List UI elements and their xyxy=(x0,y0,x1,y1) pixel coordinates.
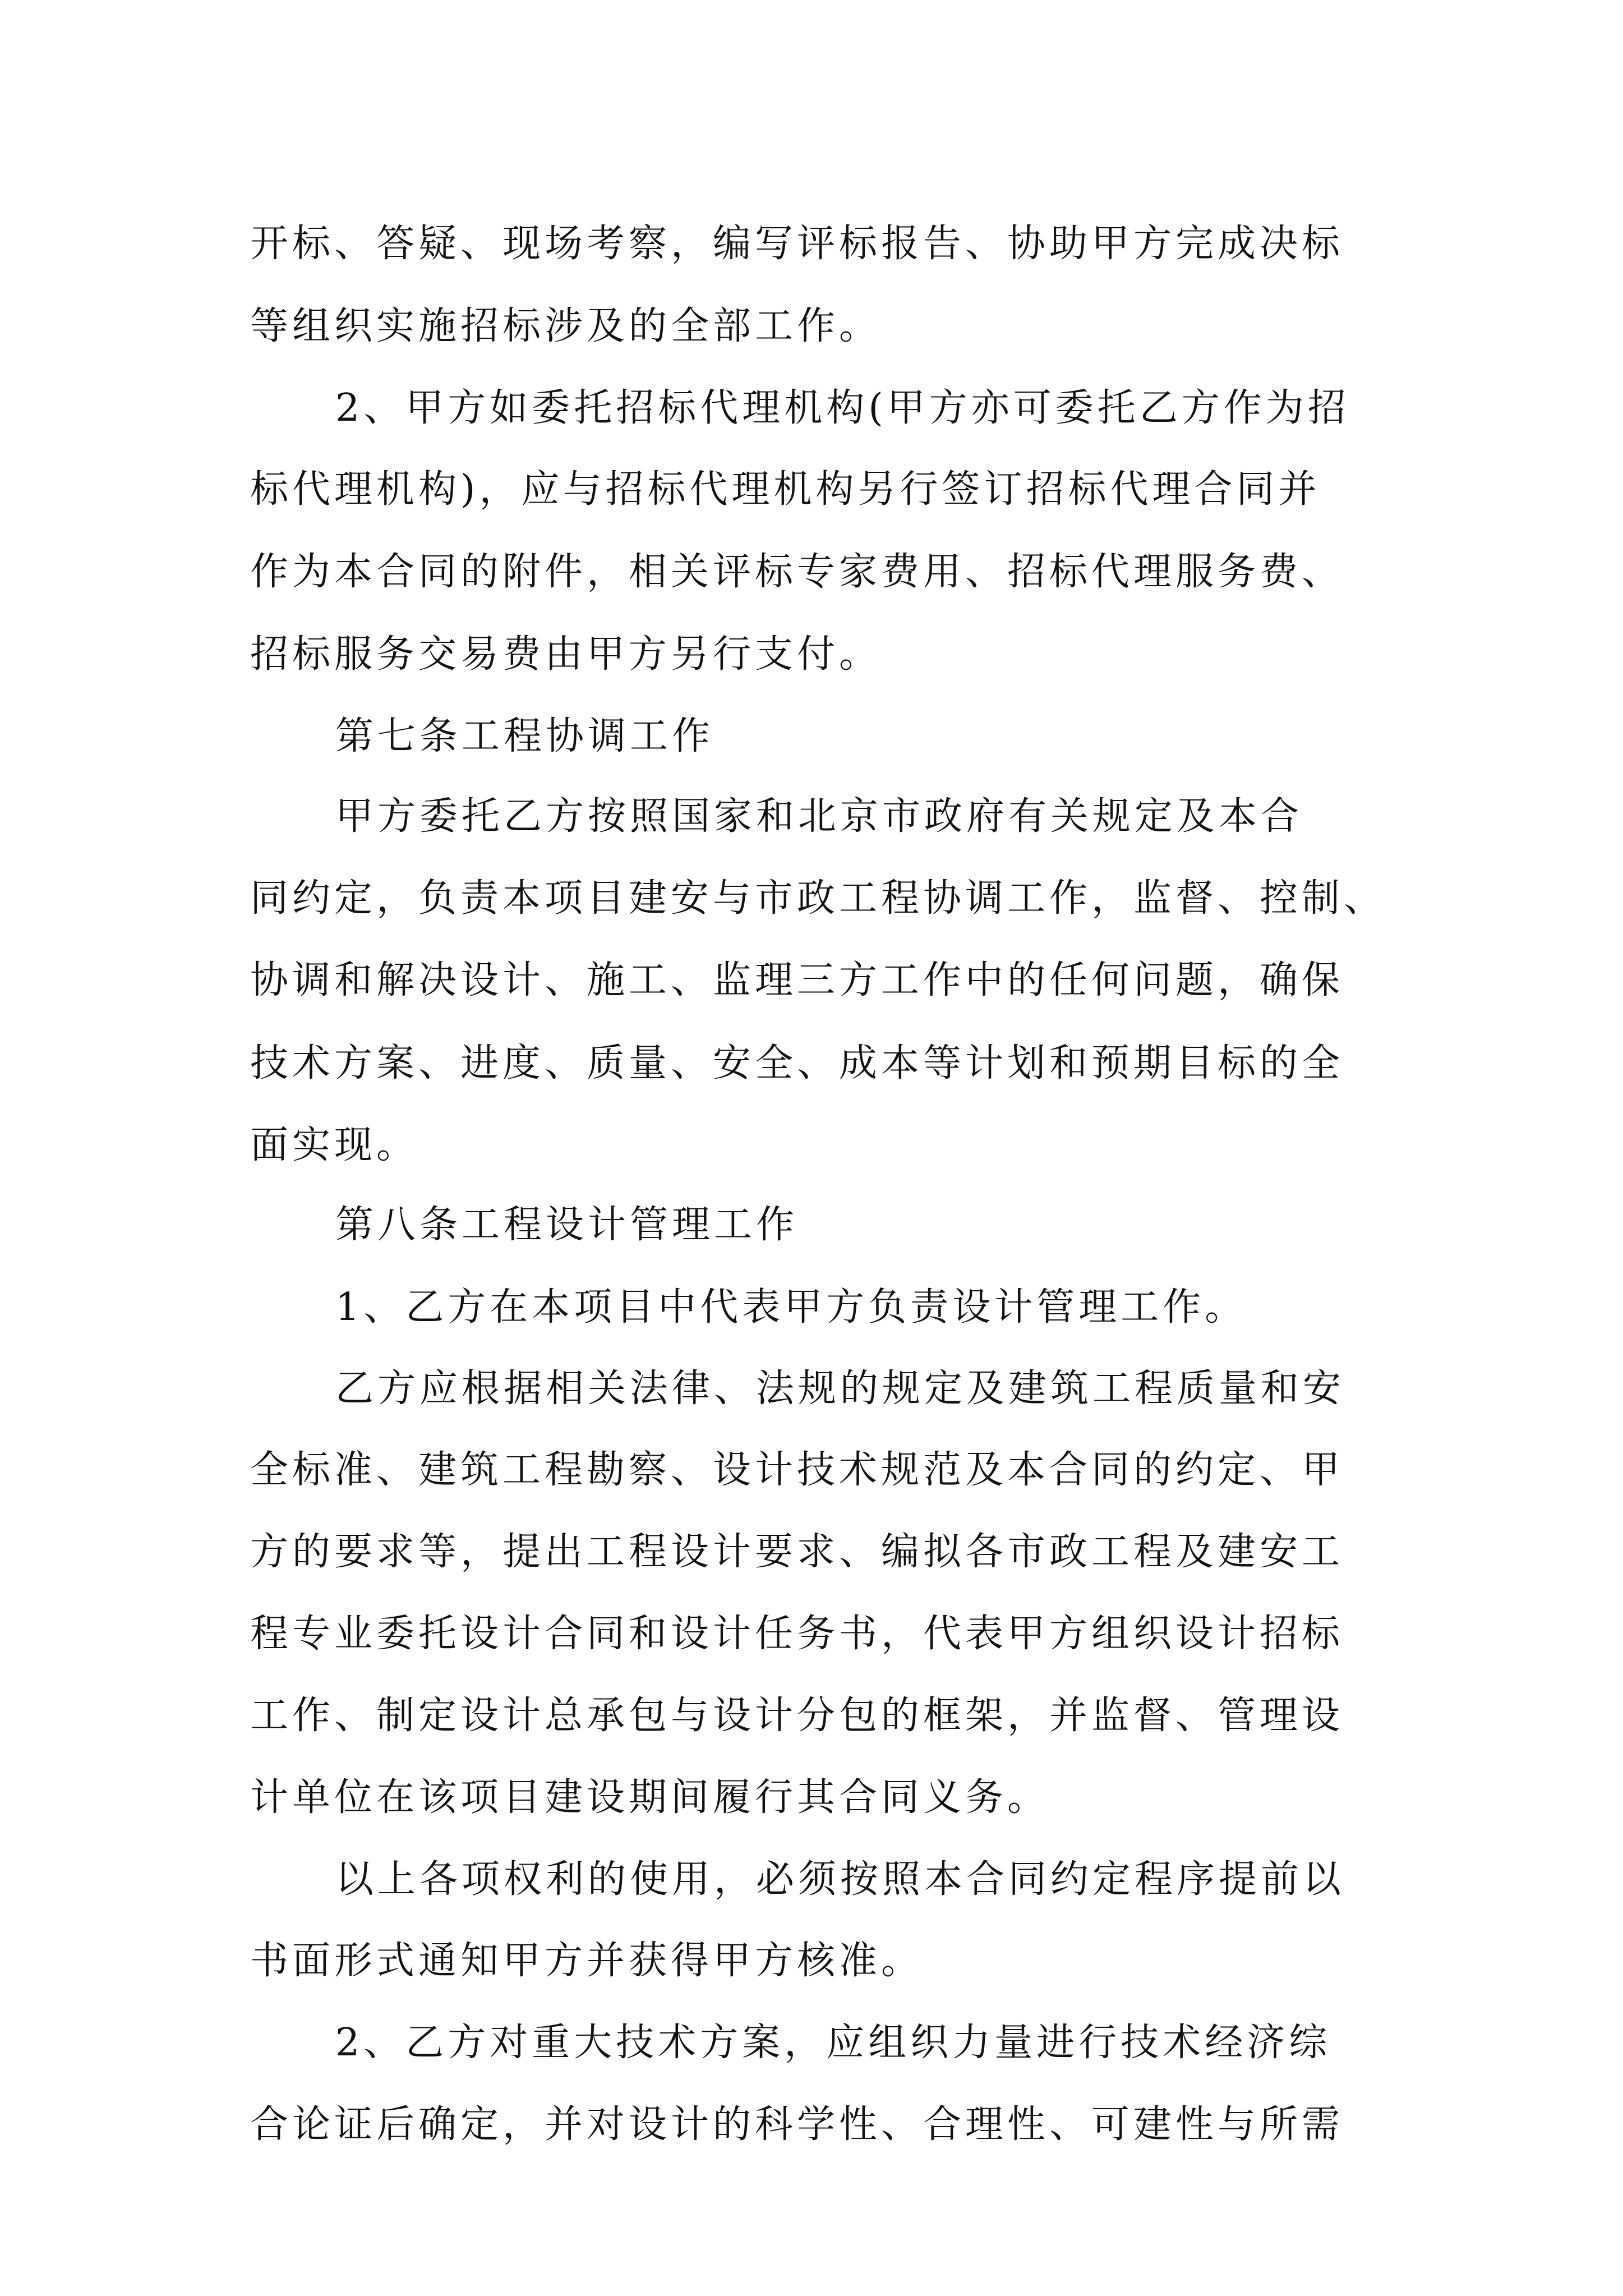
text-line: 协调和解决设计、施工、监理三方工作中的任何问题，确保 xyxy=(250,958,1344,1002)
text-line: 程专业委托设计合同和设计任务书，代表甲方组织设计招标 xyxy=(250,1612,1344,1656)
text-line: 方的要求等，提出工程设计要求、编拟各市政工程及建安工 xyxy=(250,1530,1344,1574)
text-line: 甲方委托乙方按照国家和北京市政府有关规定及本合 xyxy=(335,794,1303,839)
text-line: 全标准、建筑工程勘察、设计技术规范及本合同的约定、甲 xyxy=(250,1448,1344,1492)
text-line: 面实现。 xyxy=(250,1123,419,1167)
section-heading: 第七条工程协调工作 xyxy=(335,714,714,758)
text-line: 以上各项权利的使用，必须按照本合同约定程序提前以 xyxy=(335,1857,1345,1902)
text-line: 同约定，负责本项目建安与市政工程协调工作，监督、控制、 xyxy=(250,876,1386,921)
text-line: 招标服务交易费由甲方另行支付。 xyxy=(250,632,882,677)
text-line: 工作、制定设计总承包与设计分包的框架，并监督、管理设 xyxy=(250,1694,1344,1738)
text-line: 开标、答疑、现场考察，编写评标报告、协助甲方完成决标 xyxy=(250,222,1344,266)
text-line: 计单位在该项目建设期间履行其合同义务。 xyxy=(250,1775,1050,1820)
text-line: 作为本合同的附件，相关评标专家费用、招标代理服务费、 xyxy=(250,550,1344,594)
text-line: 合论证后确定，并对设计的科学性、合理性、可建性与所需 xyxy=(250,2102,1344,2147)
text-line: 2、甲方如委托招标代理机构(甲方亦可委托乙方作为招 xyxy=(335,386,1350,430)
text-line: 1、乙方在本项目中代表甲方负责设计管理工作。 xyxy=(335,1285,1247,1329)
section-heading: 第八条工程设计管理工作 xyxy=(335,1203,799,1247)
text-line: 书面形式通知甲方并获得甲方核准。 xyxy=(250,1939,924,1983)
text-line: 技术方案、进度、质量、安全、成本等计划和预期目标的全 xyxy=(250,1041,1344,1085)
text-line: 标代理机构)，应与招标代理机构另行签订招标代理合同并 xyxy=(250,467,1321,512)
text-line: 2、乙方对重大技术方案，应组织力量进行技术经济综 xyxy=(335,2021,1331,2065)
text-line: 乙方应根据相关法律、法规的规定及建筑工程质量和安 xyxy=(335,1366,1345,1411)
text-line: 等组织实施招标涉及的全部工作。 xyxy=(250,304,882,348)
